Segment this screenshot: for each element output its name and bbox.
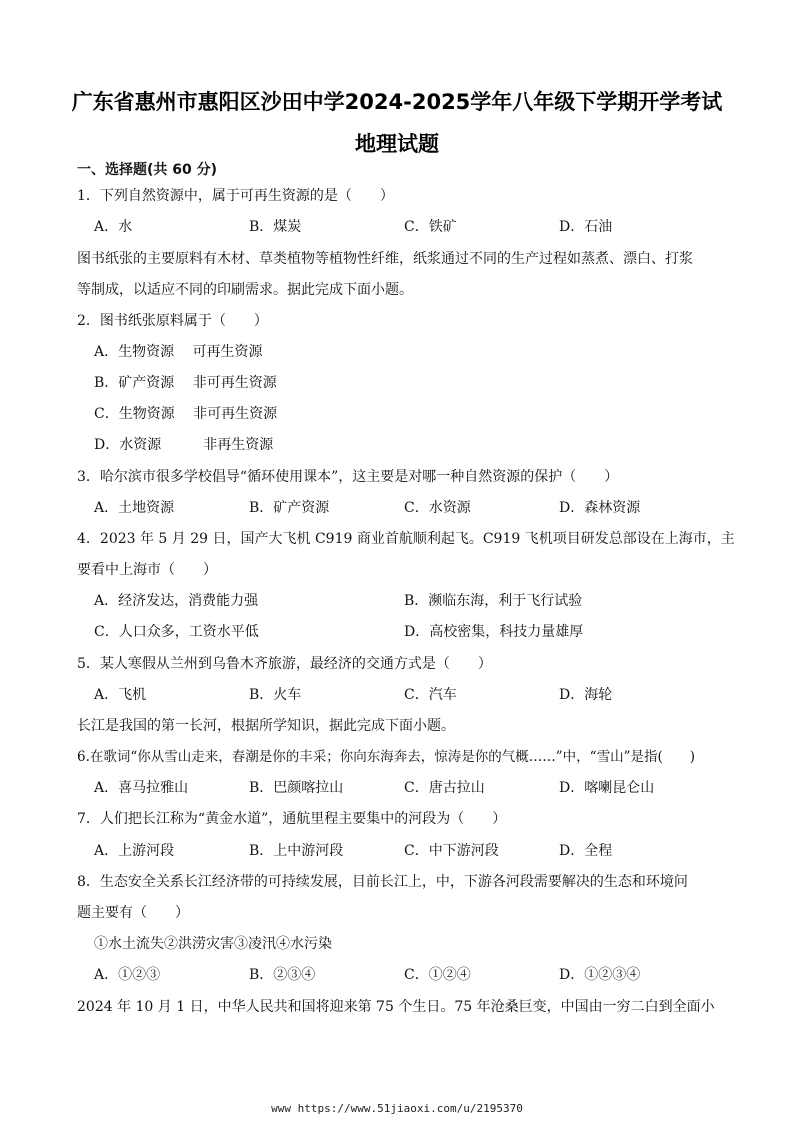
section-heading: 一、选择题(共 60 分)	[77, 162, 218, 178]
footer-url: www https://www.51jiaoxi.com/u/2195370	[271, 1102, 523, 1115]
question-4-option-a: A．经济发达，消费能力强	[94, 593, 259, 609]
question-4-stem-line-1: 4．2023 年 5 月 29 日，国产大飞机 C919 商业首航顺利起飞。C919 飞机项目研发总部设在上海市，主	[77, 531, 735, 547]
exam-title-line2: 地理试题	[355, 132, 439, 156]
question-6-stem: 6.在歌词“你从雪山走来，春潮是你的丰采；你向东海奔去，惊涛是你的气概……”中，“雪山”是指( )	[77, 749, 696, 765]
question-6-option-a: A．喜马拉雅山	[94, 780, 189, 796]
question-8-option-a: A．①②③	[94, 967, 161, 983]
question-1-option-c: C．铁矿	[404, 219, 457, 235]
question-7-option-c: C．中下游河段	[404, 843, 499, 859]
question-4-option-c: C．人口众多，工资水平低	[94, 624, 259, 640]
question-5-stem: 5．某人寒假从兰州到乌鲁木齐旅游，最经济的交通方式是（ ）	[77, 656, 492, 672]
question-7-option-b: B．上中游河段	[249, 843, 344, 859]
question-1-option-d: D．石油	[559, 219, 613, 235]
question-3-option-b: B．矿产资源	[249, 500, 330, 516]
passage-1-line-1: 图书纸张的主要原料有木材、草类植物等植物性纤维，纸浆通过不同的生产过程如蒸煮、漂白、打浆	[77, 251, 693, 267]
question-8-option-b: B．②③④	[249, 967, 316, 983]
question-4-option-d: D．高校密集，科技力量雄厚	[404, 624, 584, 640]
question-6-option-c: C．唐古拉山	[404, 780, 485, 796]
question-3-option-c: C．水资源	[404, 500, 471, 516]
question-1-option-a: A．水	[94, 219, 133, 235]
question-7-stem: 7．人们把长江称为“黄金水道”，通航里程主要集中的河段为（ ）	[77, 811, 507, 827]
question-5-option-a: A．飞机	[94, 687, 147, 703]
question-2-option-b: B．矿产资源 非可再生资源	[94, 375, 277, 391]
question-3-option-d: D．森林资源	[559, 500, 641, 516]
question-4-option-b: B．濒临东海，利于飞行试验	[404, 593, 583, 609]
question-5-option-b: B．火车	[249, 687, 302, 703]
question-4-stem-line-2: 要看中上海市（ ）	[77, 562, 217, 578]
passage-1-line-2: 等制成，以适应不同的印刷需求。据此完成下面小题。	[77, 282, 413, 298]
question-7-option-d: D．全程	[559, 843, 613, 859]
question-1-stem: 1．下列自然资源中，属于可再生资源的是（ ）	[77, 188, 394, 204]
question-1-option-b: B．煤炭	[249, 219, 302, 235]
question-8-stem-line-2: 题主要有（ ）	[77, 905, 189, 921]
question-7-option-a: A．上游河段	[94, 843, 175, 859]
question-2-option-d: D．水资源 非再生资源	[94, 437, 274, 453]
question-8-option-c: C．①②④	[404, 967, 471, 983]
question-2-option-a: A．生物资源 可再生资源	[94, 344, 263, 360]
question-8-items: ①水土流失②洪涝灾害③凌汛④水污染	[94, 936, 332, 952]
passage-2: 长江是我国的第一长河，根据所学知识，据此完成下面小题。	[77, 718, 455, 734]
exam-title-line1: 广东省惠州市惠阳区沙田中学2024-2025学年八年级下学期开学考试	[71, 90, 723, 114]
question-8-option-d: D．①②③④	[559, 967, 641, 983]
question-6-option-d: D．喀喇昆仑山	[559, 780, 655, 796]
question-2-stem: 2．图书纸张原料属于（ ）	[77, 313, 268, 329]
question-2-option-c: C．生物资源 非可再生资源	[94, 406, 278, 422]
passage-3: 2024 年 10 月 1 日，中华人民共和国将迎来第 75 个生日。75 年沧桑巨变，中国由一穷二白到全面小	[77, 999, 715, 1015]
question-5-option-d: D．海轮	[559, 687, 613, 703]
question-3-stem: 3．哈尔滨市很多学校倡导“循环使用课本”，这主要是对哪一种自然资源的保护（ ）	[77, 469, 619, 485]
question-3-option-a: A．土地资源	[94, 500, 175, 516]
question-8-stem-line-1: 8．生态安全关系长江经济带的可持续发展，目前长江上，中，下游各河段需要解决的生态和环境问	[77, 874, 688, 890]
question-5-option-c: C．汽车	[404, 687, 457, 703]
question-6-option-b: B．巴颜喀拉山	[249, 780, 344, 796]
